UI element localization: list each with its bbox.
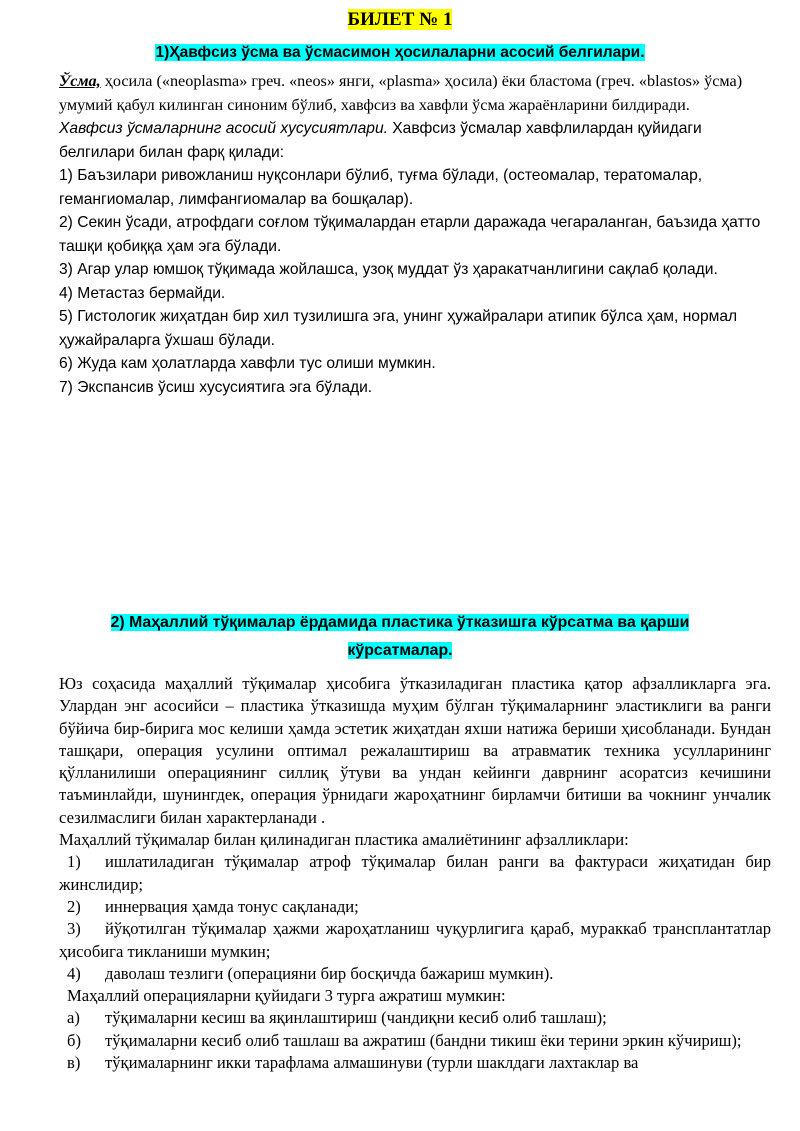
advantage-text: ишлатиладиган тўқималар атроф тўқималар билан ранги ва фактураси жиҳатидан бир жинслидир; bbox=[59, 852, 771, 894]
type-letter: а) bbox=[67, 1008, 80, 1028]
advantage-number: 3) bbox=[67, 919, 81, 939]
feature-item: 3) Агар улар юмшоқ тўқимада жойлашса, узоқ муддат ўз ҳаракатчанлигини сақлаб қолади. bbox=[59, 261, 718, 278]
advantage-item bbox=[59, 918, 771, 963]
type-text: тўқималарни кесиб олиб ташлаш ва ажратиш (бандни тикиш ёки терини эркин кўчириш); bbox=[105, 1030, 742, 1050]
feature-item: 5) Гистологик жиҳатдан бир хил тузилишга эга, унинг ҳужайралари атипик бўлса ҳам, нормал ҳужайраларга ўхшаш бўлади. bbox=[59, 308, 738, 349]
advantage-number: 1) bbox=[67, 852, 81, 872]
definition-paragraph bbox=[59, 70, 771, 117]
question-2-title bbox=[0, 609, 800, 665]
features-heading: Хавфсиз ўсмаларнинг асосий хусусиятлари. bbox=[59, 120, 388, 137]
definition-text: ҳосила («neoplasma» греч. «neos» янги, «plasma» ҳосила) ёки бластома (греч. «blastos» ўсма) умумий қабул килинган синоним бўлиб, хавфсиз ва хавфли ўсма жараёнларини билдиради. bbox=[59, 72, 743, 114]
feature-item: 7) Экспансив ўсиш хусусиятига эга бўлади. bbox=[59, 378, 373, 396]
ticket-title-text: БИЛЕТ № 1 bbox=[347, 9, 453, 30]
feature-item: 4) Метастаз бермайди. bbox=[59, 284, 226, 302]
type-letter: в) bbox=[67, 1053, 81, 1073]
type-item bbox=[59, 1052, 771, 1074]
question-1-title bbox=[0, 44, 800, 62]
question-1-body bbox=[59, 70, 771, 399]
term-tumor: Ўсма, bbox=[59, 72, 101, 90]
advantage-text: йўқотилган тўқималар ҳажми жароҳатланиш чуқурлигига қараб, мураккаб трансплантатлар ҳисобига тикланиши мумкин; bbox=[59, 919, 771, 961]
features-intro: Хавфсиз ўсмалар хавфлилардан қуйидаги белгилари билан фарқ қилади: bbox=[59, 120, 702, 161]
type-text: тўқималарни кесиш ва яқинлаштириш (чандиқни кесиб олиб ташлаш); bbox=[105, 1008, 607, 1028]
advantage-number: 2) bbox=[67, 896, 81, 916]
type-item bbox=[59, 1030, 771, 1052]
feature-item: 1) Баъзилари ривожланиш нуқсонлари бўлиб, туғма бўлади, (остеомалар, тератомалар, гемангиомалар, лимфангиомалар ва бошқалар). bbox=[59, 167, 703, 208]
advantage-item bbox=[59, 963, 771, 985]
question-2-title-line2: кўрсатмалар. bbox=[347, 642, 453, 659]
advantage-item bbox=[59, 896, 771, 918]
advantage-number: 4) bbox=[67, 963, 81, 983]
type-item bbox=[59, 1007, 771, 1029]
question-2-title-line1: 2) Маҳаллий тўқималар ёрдамида пластика ўтказишга кўрсатма ва қарши bbox=[110, 614, 690, 631]
advantages-heading: Маҳаллий тўқималар билан қилинадиган пластика амалиётининг афзалликлари: bbox=[59, 830, 629, 850]
feature-item: 6) Жуда кам ҳолатларда хавфли тус олиши мумкин. bbox=[59, 355, 436, 372]
features-intro-paragraph bbox=[59, 117, 771, 164]
types-heading: Маҳаллий операцияларни қуйидаги 3 турга ажратиш мумкин: bbox=[67, 986, 506, 1006]
advantage-item bbox=[59, 851, 771, 896]
feature-item: 2) Секин ўсади, атрофдаги соғлом тўқималардан етарли даражада чегараланган, баъзида ҳатто ташқи қобиққа ҳам эга бўлади. bbox=[59, 214, 761, 255]
ticket-title bbox=[0, 9, 800, 31]
type-letter: б) bbox=[67, 1030, 81, 1050]
advantage-text: даволаш тезлиги (операцияни бир босқичда бажариш мумкин). bbox=[105, 963, 554, 983]
question-2-body bbox=[59, 673, 771, 1074]
advantage-text: иннервация ҳамда тонус сақланади; bbox=[105, 896, 359, 916]
question-1-title-text: 1)Ҳавфсиз ўсма ва ўсмасимон ҳосилаларни асосий белгилари. bbox=[155, 44, 645, 61]
intro-paragraph: Юз соҳасида маҳаллий тўқималар ҳисобига ўтказиладиган пластика қатор афзалликларга эга. Улардан энг асосийси – пластика ўтказишда муҳим бўлган тўқималарнинг эластиклиги ва ранги бўйича бир-бирига мос келиши ҳамда эстетик жиҳатдан яхши натижа бериши ҳисобланади. Бундан ташқари, операция усулини оптимал режалаштириш ва атравматик техника усулларининг қўлланилиши операциянинг силлиқ ўтуви ва ундан кейинги даврнинг асоратсиз кечишини таъминлайди, шунингдек, операция ўрнидаги жароҳатнинг бирламчи битиши ва чокнинг унчалик сезилмаслиги билан характерланади . bbox=[59, 674, 771, 827]
type-text: тўқималарнинг икки тарафлама алмашинуви (турли шаклдаги лахтаклар ва bbox=[105, 1053, 639, 1073]
